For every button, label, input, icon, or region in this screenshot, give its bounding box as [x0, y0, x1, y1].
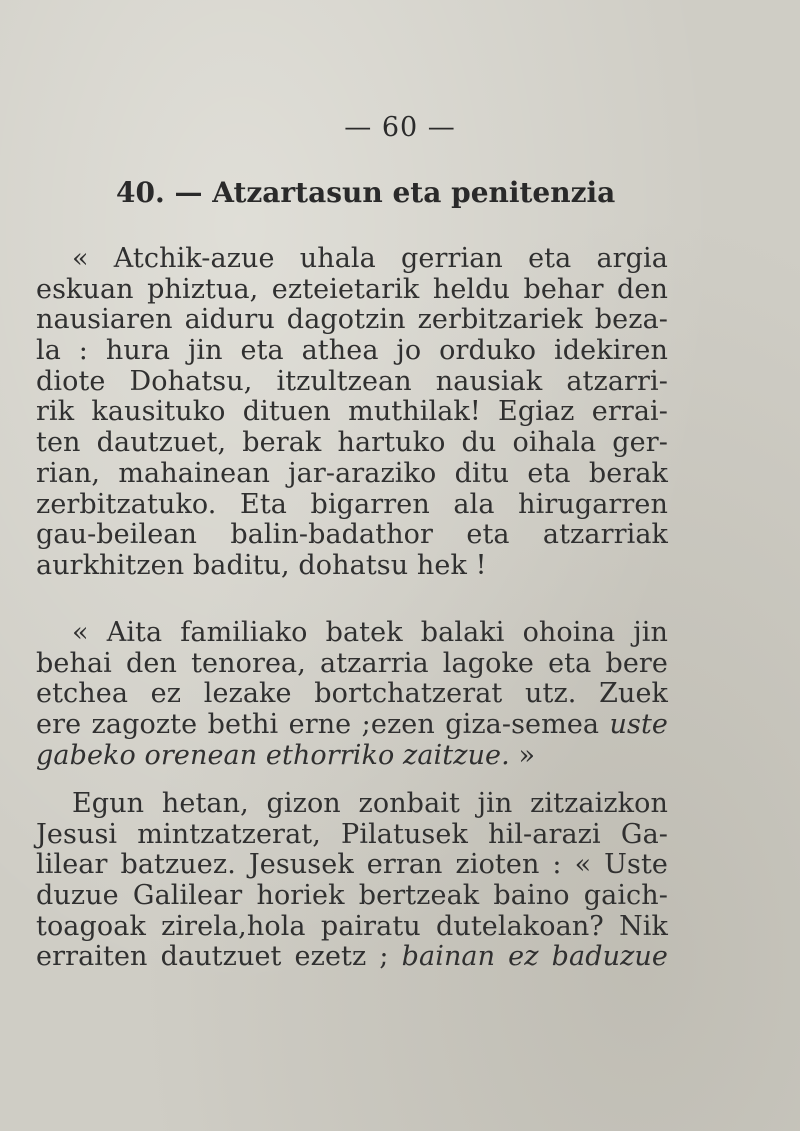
text-line: duzue Galilear horiek bertzeak baino gaich-	[36, 880, 668, 912]
section-heading: 40. — Atzartasun eta penitenzia	[116, 176, 616, 209]
paragraph-3	[36, 789, 668, 973]
italic-text: bainan ez baduzue	[401, 941, 668, 973]
text-line: toagoak zirela,hola pairatu dutelakoan? Nik	[36, 910, 668, 942]
text-line: gau-beilean balin-badathor eta atzarriak	[36, 519, 668, 551]
text-line: erraiten dautzuet ezetz ; bainan ez baduzue	[36, 941, 668, 973]
paragraph-2	[36, 618, 668, 771]
text-line: « Atchik-azue uhala gerrian eta argia	[72, 243, 668, 274]
text-line: Jesusi mintzatzerat, Pilatusek hil-arazi Ga-	[36, 818, 668, 850]
text-line: rik kausituko dituen muthilak! Egiaz errai-	[36, 396, 668, 428]
paragraph-1	[36, 244, 668, 582]
page-number: — 60 —	[344, 112, 456, 143]
text-line: aurkhitzen baditu, dohatsu hek !	[36, 549, 487, 581]
text-line: eskuan phiztua, ezteietarik heldu behar den	[36, 273, 668, 305]
text-line: ten dautzuet, berak hartuko du oihala ger-	[36, 427, 668, 459]
text-line: diote Dohatsu, itzultzean nausiak atzarri-	[36, 365, 668, 397]
italic-text: gabeko orenean ethorriko zaitzue.	[36, 739, 510, 771]
text-line: « Aita familiako batek balaki ohoina jin	[72, 617, 668, 648]
text-line: Egun hetan, gizon zonbait jin zitzaizkon	[72, 788, 668, 819]
text-line: ere zagozte bethi erne ;ezen giza-semea uste	[36, 709, 668, 741]
text-line: behai den tenorea, atzarria lagoke eta bere	[36, 647, 668, 679]
text-line: rian, mahainean jar-araziko ditu eta berak	[36, 457, 668, 489]
text-line: zerbitzatuko. Eta bigarren ala hirugarren	[36, 488, 668, 520]
text-line: gabeko orenean ethorriko zaitzue. »	[36, 739, 536, 771]
text-line: lilear batzuez. Jesusek erran zioten : « Uste	[36, 849, 668, 881]
italic-text: uste	[609, 709, 668, 741]
text-line: la : hura jin eta athea jo orduko idekiren	[36, 335, 668, 367]
text-line: nausiaren aiduru dagotzin zerbitzariek beza-	[36, 304, 668, 336]
text-line: etchea ez lezake bortchatzerat utz. Zuek	[36, 678, 668, 710]
